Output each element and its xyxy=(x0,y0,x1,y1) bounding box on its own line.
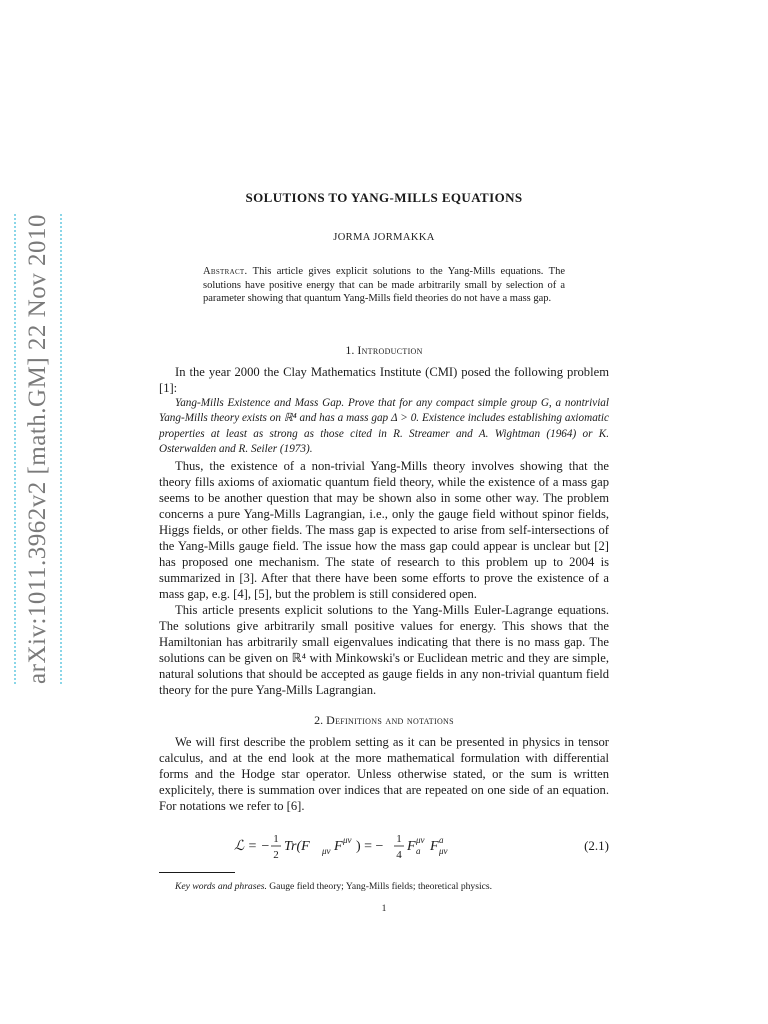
footnote-text: Gauge field theory; Yang-Mills fields; theoretical physics. xyxy=(266,880,493,892)
abstract xyxy=(203,265,565,306)
paper-page xyxy=(159,190,609,917)
fraction-numerator: 1 xyxy=(273,832,279,845)
section-number: 2. xyxy=(314,712,324,727)
section-title: Introduction xyxy=(357,342,423,357)
fraction-denominator: 4 xyxy=(396,848,402,861)
arxiv-identifier-text: arXiv:1011.3962v2 [math.GM] 22 Nov 2010 xyxy=(24,214,52,684)
field-symbol: F xyxy=(334,838,343,854)
paragraph: This article presents explicit solutions to the Yang-Mills Euler-Lagrange equations. The solutions give arbitrarily small positive values for energy. This shows that the Hamiltonian has arbitrarily small eigenvalues indicating that there is no mass gap. The solutions can be given on ℝ⁴ with Minkowski's or Euclidean metric and they are simple, natural solutions that should be accepted as gauge fields in any non-trivial quantum field theory for the pure Yang-Mills Lagrangian. xyxy=(159,602,609,697)
lagrangian-formula xyxy=(234,826,534,866)
trace-term: Tr(F xyxy=(284,838,310,854)
paper-author: JORMA JORMAKKA xyxy=(333,232,435,243)
field-symbol: F xyxy=(407,838,416,854)
footnote xyxy=(175,881,609,893)
section-heading-introduction xyxy=(159,342,609,358)
footnote-label: Key words and phrases. xyxy=(175,880,267,892)
abstract-text: This article gives explicit solutions to the Yang-Mills equations. The solutions have positive energy that can be made arbitrarily small by selection of a parameter showing that quantum Yang-Mills field theories do not have a mass gap. xyxy=(203,266,565,304)
superscript: μν xyxy=(343,834,352,845)
subscript: μν xyxy=(439,845,448,856)
arxiv-identifier-stamp xyxy=(14,214,62,684)
field-symbol: F xyxy=(430,838,439,854)
paper-title: SOLUTIONS TO YANG-MILLS EQUATIONS xyxy=(245,190,523,205)
section-number: 1. xyxy=(345,342,355,357)
fraction-numerator: 1 xyxy=(396,832,402,845)
formula-lhs: ℒ = − xyxy=(234,838,270,854)
paragraph: Thus, the existence of a non-trivial Yang-Mills theory involves showing that the theory fills axioms of axiomatic quantum field theory, while the existence of a mass gap seems to be another question that may be shown also in some other way. The problem concerns a pure Yang-Mills Lagrangian, i.e., only the gauge field without spinor fields, Higgs fields, or other fields. The mass gap is expected to arise from self-intersections of the Yang-Mills gauge field. The issue how the mass gap could appear is unclear but [2] has proposed one mechanism. The state of research to this problem up to 2004 is summarized in [3]. After that there have been some efforts to prove the existence of a mass gap, e.g. [4], [5], but the problem is still considered open. xyxy=(159,458,609,601)
equation-number: (2.1) xyxy=(584,837,609,853)
section-title: Definitions and notations xyxy=(326,712,454,727)
subscript: a xyxy=(416,845,421,856)
superscript: μν xyxy=(416,834,425,845)
subscript: μν xyxy=(322,845,331,856)
superscript: a xyxy=(439,834,444,845)
equation-2-1 xyxy=(159,826,609,866)
fraction-denominator: 2 xyxy=(273,848,279,861)
footnote-rule xyxy=(159,872,235,873)
abstract-label: Abstract. xyxy=(203,266,248,277)
paragraph: In the year 2000 the Clay Mathematics Institute (CMI) posed the following problem [1]: xyxy=(159,364,609,395)
equals-term: ) = − xyxy=(356,838,384,854)
section-heading-definitions xyxy=(159,712,609,728)
problem-statement-quote: Yang-Mills Existence and Mass Gap. Prove that for any compact simple group G, a nontrivial Yang-Mills theory exists on ℝ⁴ and has a mass gap Δ > 0. Existence includes establishing axiomatic properties at least as strong as those cited in R. Streamer and A. Wightman (1964) or K. Osterwalden and R. Seiler (1973). xyxy=(159,396,609,455)
page-number: 1 xyxy=(381,902,387,914)
paragraph: We will first describe the problem setting as it can be presented in physics in tensor calculus, and at the end look at the more mathematical formulation with differential forms and the Hodge star operator. Unless otherwise stated, or the sum is written explicitely, there is summation over indices that are repeated on one side of an equation. For notations we refer to [6]. xyxy=(159,734,609,813)
